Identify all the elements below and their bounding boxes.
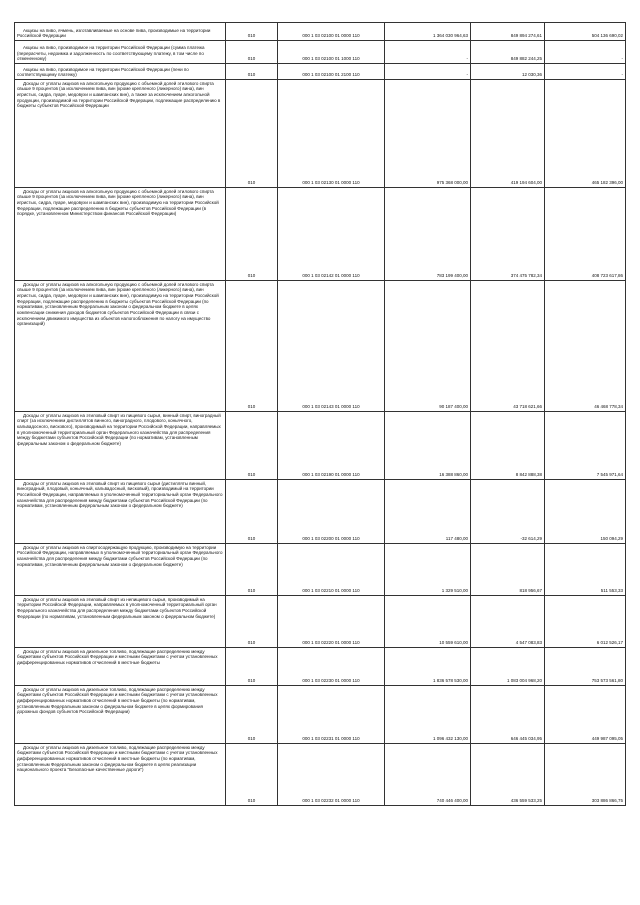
row-executed: 818 956,67	[519, 588, 542, 594]
row-budget-code: 000 1 03 02220 01 0000 110	[302, 640, 360, 646]
row-description: Доходы от уплаты акцизов на спиртосодержащую продукцию, производимую на территории Российской Федерации, направляемых в уполномоченный территориальный орган Федерального казначейства для распределения между бюджетами субъектов Российской Федерации (по нормативам, установленным федеральным законом о федеральном бюджете)	[17, 544, 223, 567]
row-unexecuted: 408 723 617,86	[591, 273, 623, 279]
row-description: Акцизы на пиво, производимое на территории Российской Федерации (пени по соответствующему платежу)	[17, 66, 189, 78]
row-budget-code: 000 1 03 02190 01 0000 110	[302, 472, 360, 478]
row-approved-plan: 16 388 860,00	[439, 472, 468, 478]
row-description: Доходы от уплаты акцизов на алкогольную продукцию с объемной долей этилового спирта свыше 9 процентов (за исключением пива, вин (кроме крепленого (ликерного) вина), вин игристых, сидра, пуаре, медовухи и шампанских вин), производимую на территории Российской Федерации, подлежащие распределению в бюджеты субъектов Российской Федерации (по нормативам, установленным Федеральным законом о федеральном бюджете в целях компенсации снижения доходов бюджетов субъектов Российской Федерации в связи с исключением движимого имущества из объектов налогообложения по налогу на имущество организаций)	[17, 281, 219, 327]
row-approved-plan: 783 199 400,00	[436, 273, 468, 279]
row-budget-code: 000 1 03 02143 01 0000 110	[302, 404, 360, 410]
row-line-code: 010	[247, 536, 256, 542]
row-approved-plan: -	[466, 56, 468, 62]
row-unexecuted: 465 182 396,00	[591, 180, 623, 186]
revenue-table	[14, 22, 626, 806]
row-description: Доходы от уплаты акцизов на дизельное топливо, подлежащие распределению между бюджетами субъектов Российской Федерации и местными бюджетами с учетом установленных дифференцированных нормативов отчислений в местные бюджеты	[17, 648, 218, 665]
row-approved-plan: 1 329 510,00	[441, 588, 468, 594]
row-executed: 436 559 533,25	[510, 798, 542, 804]
row-description: Акцизы на пиво, ячмень, изготавливаемые на основе пива, производимые на территории Российской Федерации	[17, 27, 211, 39]
row-budget-code: 000 1 03 02200 01 0000 110	[302, 536, 360, 542]
row-description: Доходы от уплаты акцизов на дизельное топливо, подлежащие распределению между бюджетами субъектов Российской Федерации и местными бюджетами с учетом установленных дифференцированных нормативов отчислений в местные бюджеты (по нормативам, установленным Федеральным законом о федеральном бюджете в целях формирования дорожных фондов субъектов Российской Федерации)	[17, 686, 218, 715]
row-unexecuted: 504 136 690,02	[591, 33, 623, 39]
row-line-code: 010	[247, 180, 256, 186]
table-row	[15, 480, 626, 544]
revenue-table-body	[15, 23, 626, 806]
row-executed: 8 842 888,38	[515, 472, 542, 478]
row-executed: 849 882 244,25	[510, 56, 542, 62]
row-unexecuted: 6 012 526,17	[596, 640, 623, 646]
table-row	[15, 41, 626, 64]
row-budget-code: 000 1 03 02231 01 0000 110	[302, 736, 360, 742]
row-executed: 12 030,36	[521, 72, 542, 78]
row-line-code: 010	[247, 798, 256, 804]
row-line-code: 010	[247, 678, 256, 684]
row-approved-plan: 740 446 400,00	[436, 798, 468, 804]
row-executed: 1 083 004 968,20	[506, 678, 542, 684]
row-line-code: 010	[247, 72, 256, 78]
row-budget-code: 000 1 03 02100 01 2100 110	[302, 72, 360, 78]
row-description: Доходы от уплаты акцизов на алкогольную продукцию с объемной долей этилового спирта свыше 9 процентов (за исключением пива, вин (кроме крепленого (ликерного) вина), вин игристых, сидра, пуаре, медовухи и шампанских вин), производимую на территории Российской Федерации, подлежащие распределению в бюджеты субъектов Российской Федерации (в порядке, установленном Министерством финансов Российской Федерации)	[17, 188, 219, 217]
row-line-code: 010	[247, 736, 256, 742]
row-unexecuted: 7 545 971,64	[596, 472, 623, 478]
row-executed: -32 614,29	[520, 536, 542, 542]
row-unexecuted: -	[621, 56, 623, 62]
row-description: Акцизы на пиво, производимое на территории Российской Федерации (сумма платежа (перерасчеты, недоимка и задолженность по соответствующему платежу, в том числе по отмененному)	[17, 44, 205, 62]
row-description: Доходы от уплаты акцизов на дизельное топливо, подлежащие распределению между бюджетами субъектов Российской Федерации и местными бюджетами с учетом установленных дифференцированных нормативов отчислений в местные бюджеты (по нормативам, установленным Федеральным законом о федеральном бюджете в целях реализации национального проекта "Безопасные качественные дороги")	[17, 744, 218, 773]
row-unexecuted: 303 886 866,75	[591, 798, 623, 804]
row-line-code: 010	[247, 588, 256, 594]
row-line-code: 010	[247, 273, 256, 279]
table-row	[15, 544, 626, 596]
row-budget-code: 000 1 03 02210 01 0000 110	[302, 588, 360, 594]
row-line-code: 010	[247, 33, 256, 39]
row-unexecuted: 150 094,29	[600, 536, 623, 542]
table-row	[15, 596, 626, 648]
row-executed: 646 445 034,95	[510, 736, 542, 742]
table-row	[15, 412, 626, 480]
row-line-code: 010	[247, 56, 256, 62]
row-approved-plan: 975 368 000,00	[436, 180, 468, 186]
table-row	[15, 281, 626, 412]
row-executed: 4 547 083,83	[515, 640, 542, 646]
row-approved-plan: 10 559 610,00	[439, 640, 468, 646]
row-executed: 374 475 782,34	[510, 273, 542, 279]
row-unexecuted: 46 468 778,34	[594, 404, 623, 410]
table-row	[15, 64, 626, 80]
row-approved-plan: 117 480,00	[445, 536, 468, 542]
row-approved-plan: 1 836 578 530,00	[432, 678, 468, 684]
row-line-code: 010	[247, 404, 256, 410]
table-row	[15, 744, 626, 806]
row-executed: 43 718 621,66	[513, 404, 542, 410]
row-budget-code: 000 1 03 02232 01 0000 110	[302, 798, 360, 804]
table-row	[15, 686, 626, 744]
row-description: Доходы от уплаты акцизов на этиловый спирт из непищевого сырья, производимый на территории Российской Федерации, направляемых в уполномоченный территориальный орган Федерального казначейства для распределения между бюджетами субъектов Российской Федерации (по нормативам, установленным федеральным законом о федеральном бюджете)	[17, 596, 217, 619]
table-row	[15, 188, 626, 281]
table-row	[15, 80, 626, 188]
row-line-code: 010	[247, 472, 256, 478]
row-unexecuted: 449 987 095,05	[591, 736, 623, 742]
row-budget-code: 000 1 03 02100 01 1000 110	[302, 56, 360, 62]
table-row	[15, 648, 626, 686]
row-budget-code: 000 1 03 02142 01 0000 110	[302, 273, 360, 279]
row-approved-plan: 1 364 030 964,63	[432, 33, 468, 39]
row-approved-plan: 1 096 432 130,00	[432, 736, 468, 742]
row-line-code: 010	[247, 640, 256, 646]
row-executed: 419 194 604,00	[510, 180, 542, 186]
row-unexecuted: -	[621, 72, 623, 78]
row-executed: 849 894 274,61	[510, 33, 542, 39]
row-budget-code: 000 1 03 02130 01 0000 110	[302, 180, 360, 186]
row-budget-code: 000 1 03 02100 01 0000 110	[302, 33, 360, 39]
row-description: Доходы от уплаты акцизов на алкогольную продукцию с объемной долей этилового спирта свыше 9 процентов (за исключением пива, вин (кроме крепленого (ликерного) вина), вин игристых, сидра, пуаре, медовухи и шампанских вин), а также за исключением алкогольной продукции, производимой на территории Российской Федерации, подлежащие распределению в бюджеты субъектов Российской Федерации	[17, 80, 221, 109]
row-unexecuted: 753 573 561,80	[591, 678, 623, 684]
row-approved-plan: 90 187 400,00	[439, 404, 468, 410]
row-description: Доходы от уплаты акцизов на этиловый спирт из пищевого сырья, винный спирт, виноградный спирт (за исключением дистиллятов винного, виноградного, плодового, коньячного, кальвадосного, вискового), производимый на территории Российской Федерации, направляемых в уполномоченный территориальный орган Федерального казначейства для распределения между бюджетами субъектов Российской Федерации (по нормативам, установленным федеральным законом о федеральном бюджете)	[17, 412, 221, 447]
row-description: Доходы от уплаты акцизов на этиловый спирт из пищевого сырья (дистилляты винный, виноградный, плодовый, коньячный, кальвадосный, висковый), производимый на территории Российской Федерации, направляемых в уполномоченный территориальный орган Федерального казначейства для распределения между бюджетами субъектов Российской Федерации (по нормативам, установленным федеральным законом о федеральном бюджете)	[17, 480, 223, 509]
row-unexecuted: 511 553,33	[600, 588, 623, 594]
row-approved-plan: -	[466, 72, 468, 78]
table-row	[15, 23, 626, 41]
report-sheet	[14, 22, 625, 806]
row-budget-code: 000 1 03 02230 01 0000 110	[302, 678, 360, 684]
